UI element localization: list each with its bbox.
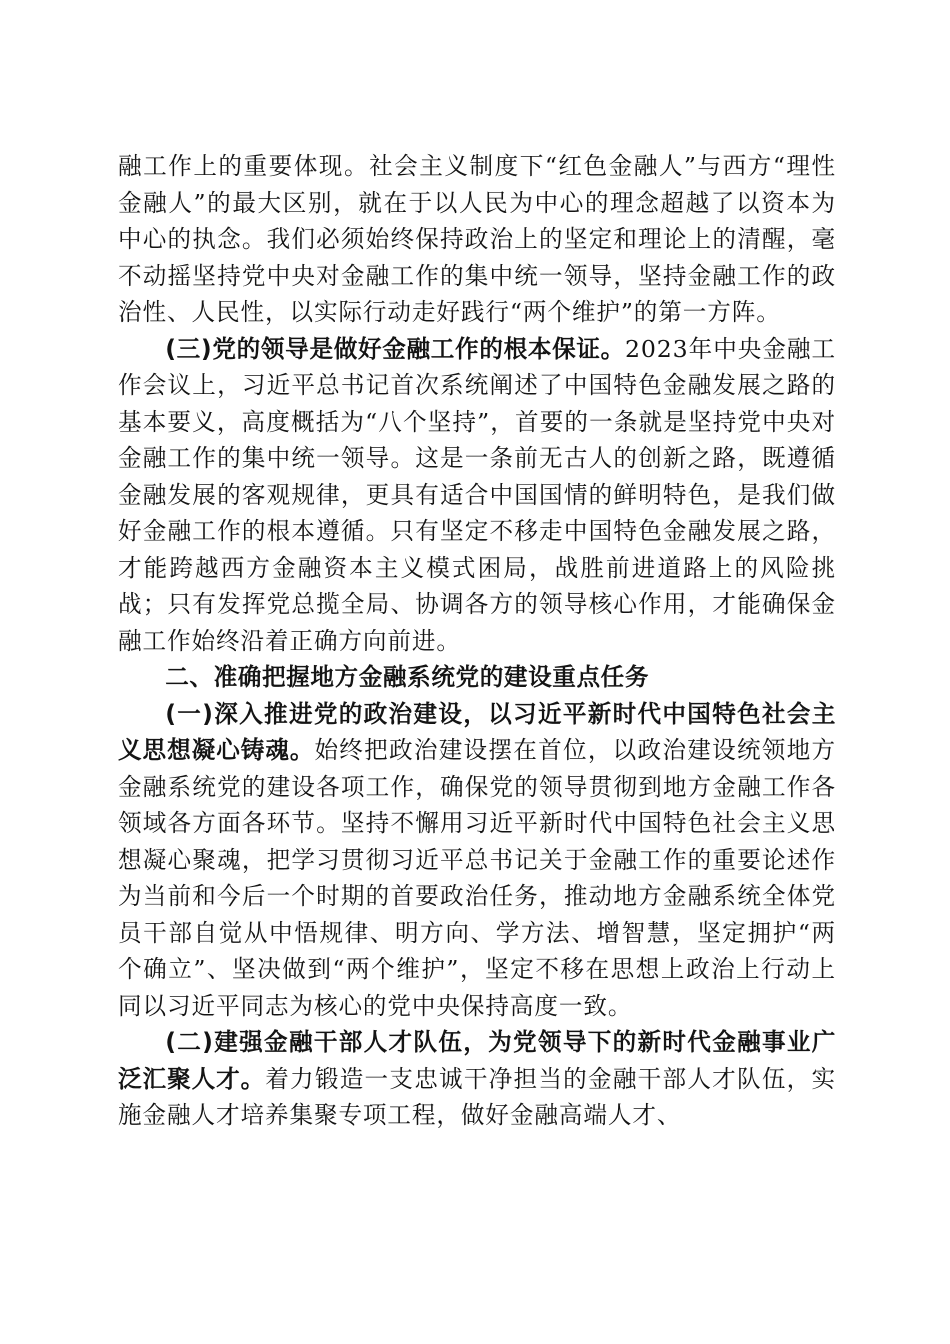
paragraph-political-building <box>118 696 836 1025</box>
paragraph-text: 2023年中央金融工作会议上，习近平总书记首次系统阐述了中国特色金融发展之路的基本要义，高度概括为“八个坚持”，首要的一条就是坚持党中央对金融工作的集中统一领导。这是一条前无古人的创新之路，既遵循金融发展的客观规律，更具有适合中国国情的鲜明特色，是我们做好金融工作的根本遵循。只有坚定不移走中国特色金融发展之路，才能跨越西方金融资本主义模式困局，战胜前进道路上的风险挑战；只有发挥党总揽全局、协调各方的领导核心作用，才能确保金融工作始终沿着正确方向前进。 <box>118 334 836 655</box>
document-page <box>118 148 836 1134</box>
paragraph-lead: (三)党的领导是做好金融工作的根本保证。 <box>165 334 625 363</box>
paragraph-talent-team <box>118 1024 836 1134</box>
paragraph-party-leadership <box>118 331 836 660</box>
section-heading: 二、准确把握地方金融系统党的建设重点任务 <box>165 663 650 691</box>
paragraph-text: 始终把政治建设摆在首位，以政治建设统领地方金融系统党的建设各项工作，确保党的领导贯彻到地方金融工作各领域各方面各环节。坚持不懈用习近平新时代中国特色社会主义思想凝心聚魂，把学习贯彻习近平总书记关于金融工作的重要论述作为当前和今后一个时期的首要政治任务，推动地方金融系统全体党员干部自觉从中悟规律、明方向、学方法、增智慧，坚定拥护“两个确立”、坚决做到“两个维护”，坚定不移在思想上政治上行动上同以习近平同志为核心的党中央保持高度一致。 <box>118 736 836 1020</box>
paragraph-text: 融工作上的重要体现。社会主义制度下“红色金融人”与西方“理性金融人”的最大区别，就在于以人民为中心的理念超越了以资本为中心的执念。我们必须始终保持政治上的坚定和理论上的清醒，毫不动摇坚持党中央对金融工作的集中统一领导，坚持金融工作的政治性、人民性，以实际行动走好践行“两个维护”的第一方阵。 <box>118 152 836 326</box>
paragraph-continuation <box>118 148 836 331</box>
paragraph-lead: (二)建强金融干部人才队伍，为党领导下的新时代金融事业广泛汇聚人才。 <box>118 1028 836 1093</box>
paragraph-lead: (一)深入推进党的政治建设，以习近平新时代中国特色社会主义思想凝心铸魂。 <box>118 699 836 764</box>
paragraph-text: 着力锻造一支忠诚干净担当的金融干部人才队伍，实施金融人才培养集聚专项工程，做好金融高端人才、 <box>118 1064 836 1129</box>
